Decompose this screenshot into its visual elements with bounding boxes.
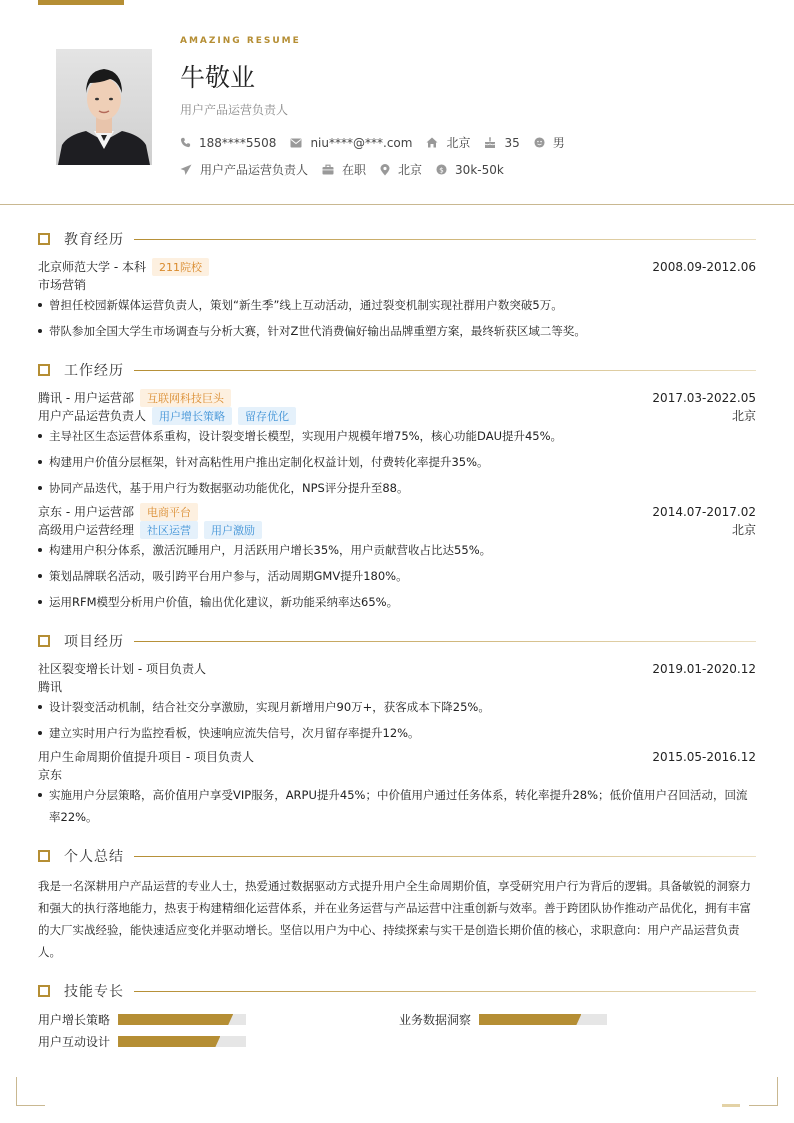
summary-text: 我是一名深耕用户产品运营的专业人士，热爱通过数据驱动方式提升用户全生命周期价值，享受研究用户行为背后的逻辑。具备敏锐的洞察力和强大的执行落地能力，热衷于构建精细化运营体系，并在业务运营与产品运营中注重创新与效率。善于跨团队协作推动产品优化，拥有丰富的大厂实战经验，能快速适应变化并驱动增长。坚信以用户为中心、持续探索与实干是创造长期价值的核心，求职意向：用户产品运营负责人。 bbox=[38, 879, 751, 959]
brand-label: AMAZING RESUME bbox=[180, 36, 301, 46]
corner-accent bbox=[722, 1104, 740, 1107]
location-icon bbox=[380, 164, 390, 176]
work-role-row bbox=[38, 521, 756, 538]
project-name: 社区裂变增长计划 - 项目负责人 bbox=[38, 662, 206, 676]
project-org-row bbox=[38, 766, 756, 783]
work-dates: 2014.07-2017.02 bbox=[652, 504, 756, 519]
work-role-row bbox=[38, 407, 756, 424]
section-line bbox=[134, 856, 756, 857]
list-item: 构建用户积分体系，激活沉睡用户，月活跃用户增长35%，用户贡献营收占比达55%。 bbox=[38, 539, 756, 561]
project-org: 京东 bbox=[38, 768, 63, 782]
list-item: 实施用户分层策略，高价值用户享受VIP服务，ARPU提升45%；中价值用户通过任务体系，转化率提升28%；低价值用户召回活动，回流率22%。 bbox=[38, 784, 756, 828]
skill-bar bbox=[479, 1014, 607, 1025]
skill-item bbox=[38, 1011, 246, 1028]
skill-bar-fill bbox=[118, 1014, 233, 1025]
work-city: 北京 bbox=[731, 409, 756, 423]
status-text: 在职 bbox=[342, 163, 367, 177]
work-role: 高级用户运营经理 bbox=[38, 523, 135, 537]
work-role: 用户产品运营负责人 bbox=[38, 409, 147, 423]
section-summary bbox=[38, 848, 756, 864]
svg-text:$: $ bbox=[439, 165, 444, 175]
gender-text: 男 bbox=[552, 136, 565, 150]
intention-row bbox=[180, 161, 518, 178]
list-item: 策划品牌联名活动，吸引跨平台用户参与，活动周期GMV提升180%。 bbox=[38, 565, 756, 587]
list-item: 协同产品迭代，基于用户行为数据驱动功能优化，NPS评分提升至88。 bbox=[38, 477, 756, 499]
list-item: 运用RFM模型分析用户价值，输出优化建议，新功能采纳率达65%。 bbox=[38, 591, 756, 613]
school-name: 北京师范大学 - 本科 bbox=[38, 260, 146, 274]
education-header bbox=[38, 258, 756, 275]
project-dates: 2019.01-2020.12 bbox=[652, 661, 756, 676]
education-major-row bbox=[38, 276, 756, 293]
list-item: 构建用户价值分层框架，针对高粘性用户推出定制化权益计划，付费转化率提升35%。 bbox=[38, 451, 756, 473]
candidate-name: 牛敬业 bbox=[180, 63, 256, 92]
skill-tag: 社区运营 bbox=[140, 521, 198, 539]
corner-decoration bbox=[16, 1077, 45, 1106]
age-item bbox=[484, 136, 519, 150]
work-city: 北京 bbox=[731, 523, 756, 537]
section-skills bbox=[38, 983, 756, 999]
gender-icon bbox=[534, 137, 545, 148]
section-work bbox=[38, 362, 756, 378]
section-title: 项目经历 bbox=[64, 634, 124, 650]
skill-name: 业务数据洞察 bbox=[399, 1013, 472, 1027]
work-header bbox=[38, 503, 756, 520]
section-title: 技能专长 bbox=[64, 984, 124, 1000]
money-icon bbox=[436, 164, 447, 175]
gender-item bbox=[534, 134, 565, 151]
section-projects bbox=[38, 633, 756, 649]
skill-item bbox=[38, 1033, 246, 1050]
city-text: 北京 bbox=[446, 136, 471, 150]
home-icon bbox=[426, 137, 438, 148]
target-job-text: 用户产品运营负责人 bbox=[200, 163, 309, 177]
skill-bar bbox=[118, 1014, 246, 1025]
work-dates: 2017.03-2022.05 bbox=[652, 390, 756, 405]
list-item: 主导社区生态运营体系重构，设计裂变增长模型，实现用户规模年增75%，核心功能DAU提升45%。 bbox=[38, 425, 756, 447]
section-square-icon bbox=[38, 364, 50, 376]
candidate-title: 用户产品运营负责人 bbox=[180, 103, 289, 117]
skill-name: 用户互动设计 bbox=[38, 1035, 111, 1049]
phone-text: 188****5508 bbox=[199, 135, 277, 150]
age-text: 35 bbox=[504, 135, 520, 150]
section-line bbox=[134, 991, 756, 992]
section-square-icon bbox=[38, 850, 50, 862]
phone-item bbox=[180, 136, 276, 150]
salary-item bbox=[436, 163, 504, 177]
email-item bbox=[290, 136, 412, 150]
list-item: 曾担任校园新媒体运营负责人，策划“新生季”线上互动活动，通过裂变机制实现社群用户数突破5万。 bbox=[38, 294, 756, 316]
avatar bbox=[56, 49, 152, 165]
company-tag: 互联网科技巨头 bbox=[140, 389, 231, 407]
section-title: 个人总结 bbox=[64, 849, 124, 865]
section-title: 工作经历 bbox=[64, 363, 124, 379]
city-item bbox=[426, 134, 470, 151]
section-line bbox=[134, 370, 756, 371]
target-job-item bbox=[180, 161, 308, 178]
list-item: 带队参加全国大学生市场调查与分析大赛，针对Z世代消费偏好输出品牌重塑方案，最终斩获区域二等奖。 bbox=[38, 320, 756, 342]
skill-bar-fill bbox=[479, 1014, 581, 1025]
list-item: 设计裂变活动机制，结合社交分享激励，实现月新增用户90万+，获客成本下降25%。 bbox=[38, 696, 756, 718]
section-line bbox=[134, 239, 756, 240]
top-accent-bar bbox=[38, 0, 124, 5]
phone-icon bbox=[180, 137, 191, 148]
mail-icon bbox=[290, 138, 302, 148]
corner-decoration bbox=[749, 1077, 778, 1106]
section-title: 教育经历 bbox=[64, 232, 124, 248]
project-org: 腾讯 bbox=[38, 680, 63, 694]
section-square-icon bbox=[38, 635, 50, 647]
header-divider bbox=[0, 204, 794, 205]
email-text: niu****@***.com bbox=[310, 135, 413, 150]
company-name: 腾讯 - 用户运营部 bbox=[38, 391, 134, 405]
education-major: 市场营销 bbox=[38, 278, 87, 292]
skill-item bbox=[399, 1011, 607, 1028]
contact-row bbox=[180, 134, 579, 151]
work-header bbox=[38, 389, 756, 406]
project-name: 用户生命周期价值提升项目 - 项目负责人 bbox=[38, 750, 254, 764]
school-tag: 211院校 bbox=[152, 258, 209, 276]
skill-tag: 用户增长策略 bbox=[152, 407, 232, 425]
target-city-item bbox=[380, 161, 422, 178]
company-name: 京东 - 用户运营部 bbox=[38, 505, 134, 519]
company-tag: 电商平台 bbox=[140, 503, 198, 521]
education-dates: 2008.09-2012.06 bbox=[652, 259, 756, 274]
project-org-row bbox=[38, 678, 756, 695]
section-square-icon bbox=[38, 985, 50, 997]
salary-text: 30k-50k bbox=[455, 162, 504, 177]
section-education bbox=[38, 231, 756, 247]
cake-icon bbox=[484, 137, 496, 148]
skill-name: 用户增长策略 bbox=[38, 1013, 111, 1027]
status-item bbox=[322, 161, 366, 178]
project-header bbox=[38, 748, 756, 765]
project-dates: 2015.05-2016.12 bbox=[652, 749, 756, 764]
skill-bar bbox=[118, 1036, 246, 1047]
list-item: 建立实时用户行为监控看板，快速响应流失信号，次月留存率提升12%。 bbox=[38, 722, 756, 744]
project-header bbox=[38, 660, 756, 677]
skill-tag: 用户激励 bbox=[204, 521, 262, 539]
section-square-icon bbox=[38, 233, 50, 245]
section-line bbox=[134, 641, 756, 642]
skill-tag: 留存优化 bbox=[238, 407, 296, 425]
send-icon bbox=[180, 164, 192, 176]
skill-bar-fill bbox=[118, 1036, 220, 1047]
briefcase-icon bbox=[322, 164, 334, 175]
target-city-text: 北京 bbox=[398, 163, 423, 177]
